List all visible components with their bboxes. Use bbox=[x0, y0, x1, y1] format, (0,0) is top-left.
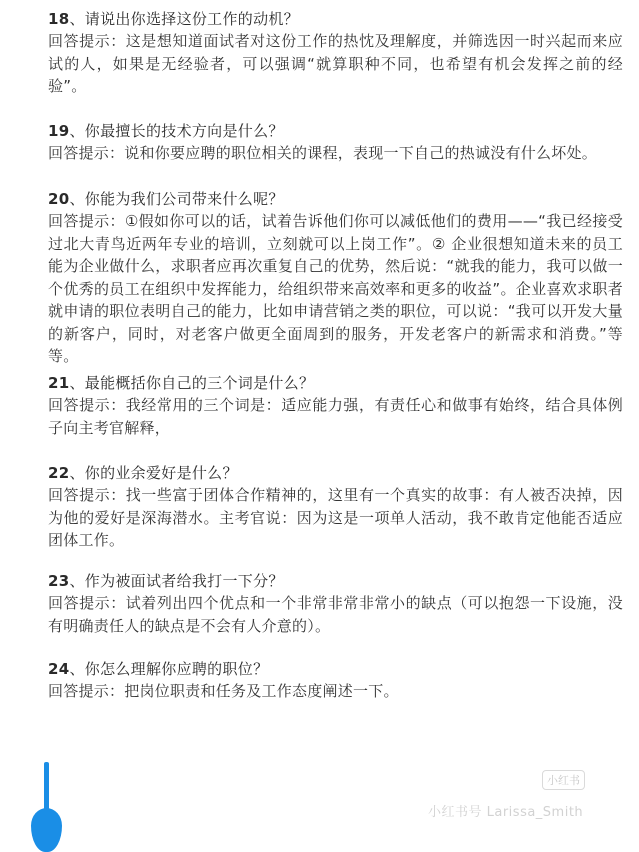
qa-item-21 bbox=[48, 372, 623, 439]
question-title bbox=[48, 658, 623, 680]
question-number: 20 bbox=[48, 190, 70, 208]
question-text: 、你怎么理解你应聘的职位？ bbox=[69, 660, 269, 678]
question-title bbox=[48, 8, 623, 30]
answer-text: 回答提示：我经常用的三个词是：适应能力强，有责任心和做事有始终，结合具体例子向主考官解释， bbox=[48, 396, 623, 437]
question-number: 21 bbox=[48, 374, 70, 392]
qa-item-19 bbox=[48, 120, 623, 165]
decorative-blue-drop bbox=[31, 808, 62, 852]
qa-item-22 bbox=[48, 462, 623, 552]
watermark-user-id: 小红书号 Larissa_Smith bbox=[428, 805, 584, 820]
qa-item-23 bbox=[48, 570, 623, 637]
question-number: 18 bbox=[48, 10, 70, 28]
answer-text: 回答提示：把岗位职责和任务及工作态度阐述一下。 bbox=[48, 682, 399, 700]
question-number: 24 bbox=[48, 660, 70, 678]
answer-text: 回答提示：说和你要应聘的职位相关的课程，表现一下自己的热诚没有什么坏处。 bbox=[48, 144, 598, 162]
question-text: 、作为被面试者给我打一下分？ bbox=[69, 572, 284, 590]
qa-item-24 bbox=[48, 658, 623, 703]
question-text: 、你能为我们公司带来什么呢？ bbox=[69, 190, 284, 208]
question-text: 、最能概括你自己的三个词是什么？ bbox=[69, 374, 315, 392]
answer-text: 回答提示：这是想知道面试者对这份工作的热忱及理解度，并筛选因一时兴起而来应试的人，如果是无经验者，可以强调“就算职种不同，也希望有机会发挥之前的经验”。 bbox=[48, 32, 623, 95]
question-number: 22 bbox=[48, 464, 70, 482]
qa-item-20 bbox=[48, 188, 623, 368]
question-text: 、你最擅长的技术方向是什么？ bbox=[69, 122, 284, 140]
answer-text: 回答提示：找一些富于团体合作精神的，这里有一个真实的故事：有人被否决掉，因为他的爱好是深海潜水。主考官说：因为这是一项单人活动，我不敢肯定他能否适应团体工作。 bbox=[48, 486, 623, 549]
answer-text: 回答提示：试着列出四个优点和一个非常非常非常小的缺点（可以抱怨一下设施，没有明确责任人的缺点是不会有人介意的）。 bbox=[48, 594, 623, 635]
answer-text: 回答提示：①假如你可以的话，试着告诉他们你可以减低他们的费用——“我已经接受过北大青鸟近两年专业的培训，立刻就可以上岗工作”。② 企业很想知道未来的员工能为企业做什么，求职者应再次重复自己的优势，然后说：“就我的能力，我可以做一个优秀的员工在组织中发挥能力，给组织带来高效率和更多的收益”。企业喜欢求职者就申请的职位表明自己的能力，比如申请营销之类的职位，可以说：“我可以开发大量的新客户，同时，对老客户做更全面周到的服务，开发老客户的新需求和消费。”等等。 bbox=[48, 212, 623, 365]
question-title bbox=[48, 462, 623, 484]
question-number: 23 bbox=[48, 572, 70, 590]
watermark-logo: 小红书 bbox=[542, 770, 585, 790]
question-text: 、请说出你选择这份工作的动机？ bbox=[69, 10, 299, 28]
question-text: 、你的业余爱好是什么？ bbox=[69, 464, 238, 482]
question-title bbox=[48, 188, 623, 210]
question-number: 19 bbox=[48, 122, 70, 140]
qa-item-18 bbox=[48, 8, 623, 98]
question-title bbox=[48, 570, 623, 592]
question-title bbox=[48, 120, 623, 142]
question-title bbox=[48, 372, 623, 394]
